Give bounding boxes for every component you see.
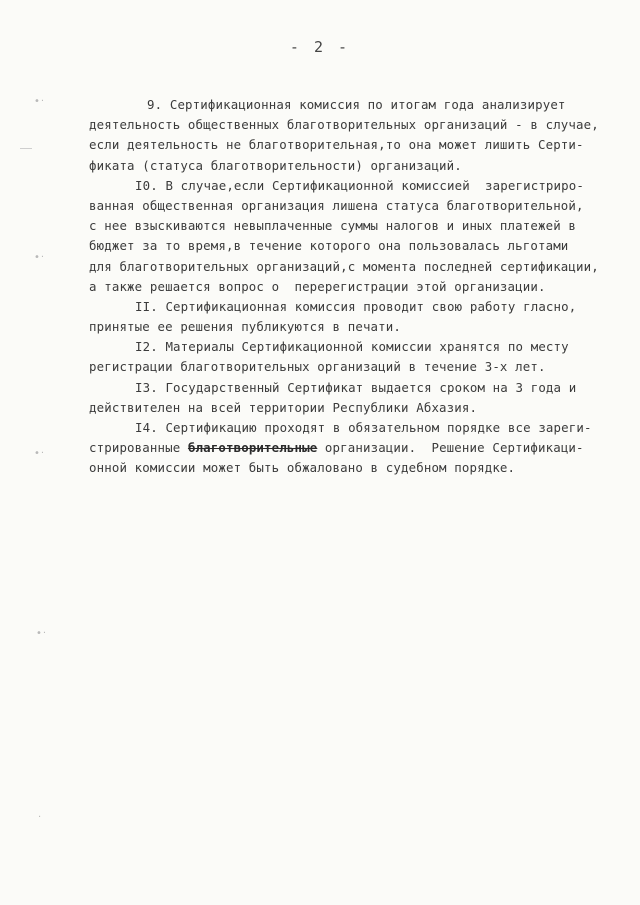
paragraph-line: с нее взыскиваются невыплаченные суммы налогов и иных платежей в [89, 218, 577, 234]
paragraph-line: 9. Сертификационная комиссия по итогам года анализирует [147, 97, 566, 112]
paragraph-line: II. Сертификационная комиссия проводит свою работу гласно, [135, 298, 577, 314]
paragraph-line [89, 438, 619, 458]
line-text: организации. Решение Сертификаци- [317, 440, 584, 456]
paragraph-line: онной комиссии может быть обжаловано в судебном порядке. [89, 460, 516, 476]
paragraph-line: для благотворительных организаций,с момента последней сертификации, [89, 258, 599, 274]
paragraph-9 [89, 95, 619, 176]
struck-word: благотворительные [187, 440, 318, 456]
paragraph-line: I0. В случае,если Сертификационной комиссией зарегистриро- [135, 177, 584, 193]
paragraph-12 [89, 337, 619, 377]
paragraph-line: если деятельность не благотворительная,то она может лишить Серти- [89, 137, 584, 153]
paragraph-line: ванная общественная организация лишена статуса благотворительной, [89, 197, 584, 213]
binding-hole-mark: •· [34, 96, 46, 107]
paragraph-13 [89, 378, 619, 418]
margin-smudge [20, 148, 32, 149]
binding-hole-mark: •· [34, 448, 46, 459]
binding-hole-mark: •· [34, 252, 46, 263]
paragraph-10 [89, 176, 619, 297]
paragraph-line: I2. Материалы Сертификационной комиссии хранятся по месту [135, 339, 569, 355]
paragraph-line: принятые ее решения публикуются в печати. [89, 319, 402, 335]
paragraph-line: фиката (статуса благотворительности) организаций. [89, 157, 462, 173]
line-text: стрированные [89, 440, 188, 456]
document-body [89, 95, 619, 479]
page-number: - 2 - [289, 38, 351, 56]
paragraph-line: а также решается вопрос о перерегистрации этой организации. [89, 278, 546, 294]
paragraph-line: деятельность общественных благотворительных организаций - в случае, [89, 117, 599, 133]
paragraph-11 [89, 297, 619, 337]
paragraph-line: бюджет за то время,в течение которого она пользовалась льготами [89, 238, 569, 254]
paragraph-14 [89, 418, 619, 479]
paragraph-line: I4. Сертификацию проходят в обязательном порядке все зареги- [135, 420, 592, 435]
binding-hole-mark: · [38, 812, 43, 823]
paragraph-line: регистрации благотворительных организаций в течение 3-х лет. [89, 359, 546, 375]
binding-hole-mark: •· [36, 628, 48, 639]
paragraph-line: I3. Государственный Сертификат выдается сроком на 3 года и [135, 379, 577, 395]
paragraph-line: действителен на всей территории Республики Абхазия. [89, 399, 478, 415]
